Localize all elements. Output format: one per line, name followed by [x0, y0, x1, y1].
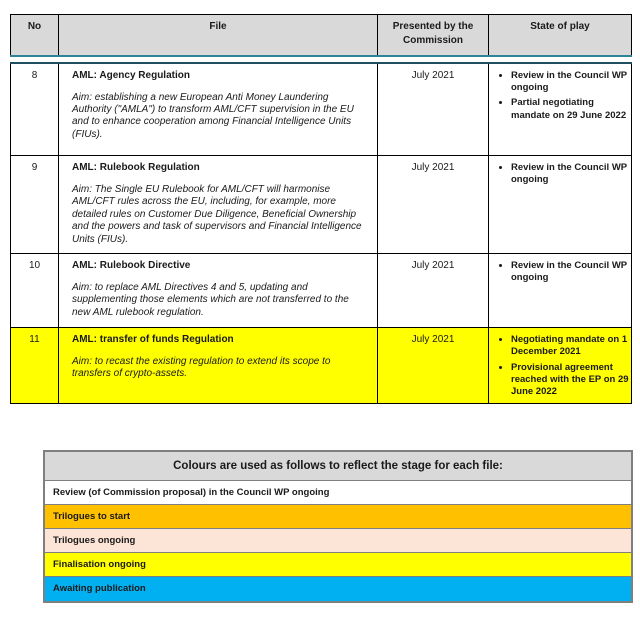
row-no: 9: [11, 156, 59, 254]
header-row: [11, 15, 632, 56]
file-cell: [59, 63, 378, 156]
state-of-play-cell: [489, 328, 632, 404]
table-row: [11, 63, 632, 156]
col-header-no: No: [11, 15, 59, 56]
file-title: AML: Agency Regulation: [72, 69, 190, 81]
state-bullet-list: [489, 156, 631, 187]
table-row: [11, 254, 632, 328]
row-no: 8: [11, 63, 59, 156]
file-title: AML: Rulebook Regulation: [72, 162, 200, 173]
state-bullet-list: [489, 254, 631, 285]
state-of-play-cell: [489, 63, 632, 156]
file-title: AML: Rulebook Directive: [72, 260, 191, 271]
state-bullet: • Review in the Council WP ongoing: [511, 70, 629, 95]
col-header-presented: Presented by the Commission: [378, 15, 489, 56]
file-aim: Aim: The Single EU Rulebook for AML/CFT will harmonise AML/CFT rules across the EU, including, for example, more detailed rules on Customer Due Diligence, Beneficial Ownership and the powers and task of supervisors and Financial Intelligence Units (FIUs).: [72, 184, 362, 245]
file-title: AML: transfer of funds Regulation: [72, 334, 234, 345]
presented-date: July 2021: [378, 63, 489, 156]
legend-item-finalisation-ongoing: Finalisation ongoing: [45, 553, 631, 577]
col-header-state: State of play: [489, 15, 632, 56]
legend-title: Colours are used as follows to reflect the stage for each file:: [45, 452, 631, 481]
state-bullet: • Review in the Council WP ongoing: [511, 260, 629, 285]
colour-legend: [43, 450, 633, 603]
files-table: [10, 62, 632, 405]
state-bullet: • Provisional agreement reached with the EP on 29 June 2022: [511, 362, 629, 399]
legend-item-trilogues-to-start: Trilogues to start: [45, 505, 631, 529]
state-bullet: • Review in the Council WP ongoing: [511, 162, 629, 187]
state-bullet: • Partial negotiating mandate on 29 June 2022: [511, 97, 629, 122]
state-of-play-cell: [489, 156, 632, 254]
legend-item-trilogues-ongoing: Trilogues ongoing: [45, 529, 631, 553]
state-bullet: • Negotiating mandate on 1 December 2021: [511, 334, 629, 359]
col-header-file: File: [59, 15, 378, 56]
presented-date: July 2021: [378, 328, 489, 404]
legend-item-review: Review (of Commission proposal) in the Council WP ongoing: [45, 481, 631, 505]
row-no: 11: [11, 328, 59, 404]
file-aim: Aim: establishing a new European Anti Money Laundering Authority ("AMLA") to transform AML/CFT supervision in the EU and to enhance cooperation among Financial Intelligence Units (FIUs).: [72, 91, 354, 140]
file-cell: [59, 328, 378, 404]
file-cell: [59, 254, 378, 328]
legend-item-awaiting-publication: Awaiting publication: [45, 577, 631, 601]
table-row-highlighted: [11, 328, 632, 404]
state-bullet-list: [489, 64, 631, 122]
file-cell: [59, 156, 378, 254]
row-no: 10: [11, 254, 59, 328]
file-aim: Aim: to recast the existing regulation to extend its scope to transfers of crypto-assets.: [72, 356, 331, 380]
presented-date: July 2021: [378, 254, 489, 328]
file-aim: Aim: to replace AML Directives 4 and 5, updating and supplementing those elements which are not transferred to the new AML rulebook regulation.: [72, 282, 349, 318]
state-bullet-list: [489, 328, 631, 399]
files-table-header: [10, 14, 632, 57]
state-of-play-cell: [489, 254, 632, 328]
presented-date: July 2021: [378, 156, 489, 254]
table-row: [11, 156, 632, 254]
